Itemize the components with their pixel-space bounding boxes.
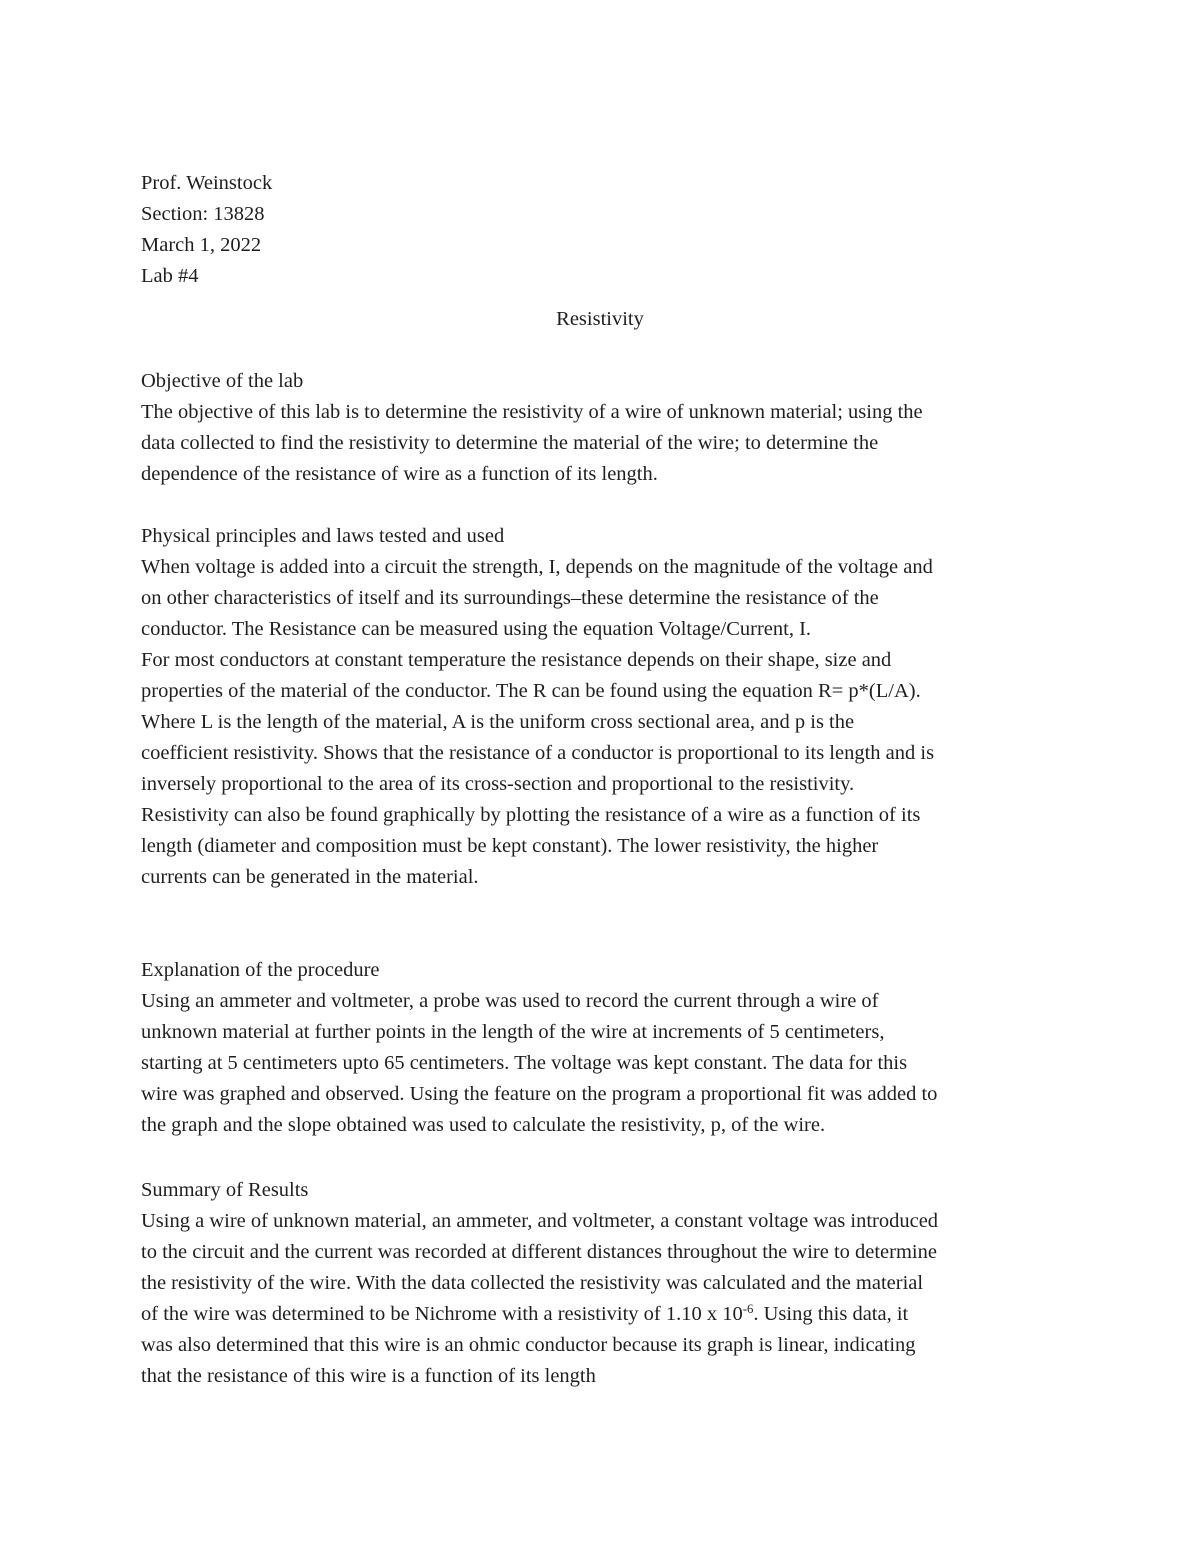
date-line: March 1, 2022 [141, 234, 262, 256]
section-heading: Explanation of the procedure [141, 959, 380, 981]
exponent: -6 [742, 1302, 754, 1317]
section-heading: Physical principles and laws tested and used [141, 525, 505, 547]
paragraph-line: properties of the material of the conductor. The R can be found using the equation R= p*(L/A). [141, 680, 921, 702]
paragraph-line: the resistivity of the wire. With the data collected the resistivity was calculated and the material [141, 1272, 924, 1294]
paragraph-line: currents can be generated in the material. [141, 866, 479, 888]
paragraph-line: coefficient resistivity. Shows that the resistance of a conductor is proportional to its length and is [141, 742, 935, 764]
document-title: Resistivity [556, 308, 644, 330]
paragraph-line: wire was graphed and observed. Using the feature on the program a proportional fit was added to [141, 1083, 938, 1105]
paragraph-line: dependence of the resistance of wire as a function of its length. [141, 463, 658, 485]
line-text: of the wire was determined to be Nichrome with a resistivity of 1.10 x 10 [141, 1303, 743, 1325]
professor-line: Prof. Weinstock [141, 172, 273, 194]
paragraph-line: Using an ammeter and voltmeter, a probe was used to record the current through a wire of [141, 990, 879, 1012]
paragraph-line: unknown material at further points in the length of the wire at increments of 5 centimeters, [141, 1021, 885, 1043]
paragraph-line: conductor. The Resistance can be measured using the equation Voltage/Current, I. [141, 618, 812, 640]
paragraph-line: that the resistance of this wire is a function of its length [141, 1365, 596, 1387]
section-line: Section: 13828 [141, 203, 265, 225]
header-block [141, 168, 1071, 292]
paragraph-line: length (diameter and composition must be kept constant). The lower resistivity, the higher [141, 835, 879, 857]
paragraph-line: to the circuit and the current was recorded at different distances throughout the wire to determine [141, 1241, 937, 1263]
paragraph-line-with-exponent [141, 1299, 1071, 1330]
paragraph-line: starting at 5 centimeters upto 65 centimeters. The voltage was kept constant. The data for this [141, 1052, 908, 1074]
principles-section [141, 521, 1071, 893]
line-text: . Using this data, it [753, 1303, 909, 1325]
summary-section [141, 1175, 1071, 1392]
paragraph-line: on other characteristics of itself and its surroundings–these determine the resistance of the [141, 587, 879, 609]
paragraph-line: was also determined that this wire is an ohmic conductor because its graph is linear, indicating [141, 1334, 916, 1356]
paragraph-line: data collected to find the resistivity to determine the material of the wire; to determine the [141, 432, 879, 454]
paragraph-line: Resistivity can also be found graphically by plotting the resistance of a wire as a function of its [141, 804, 921, 826]
paragraph-line: For most conductors at constant temperature the resistance depends on their shape, size and [141, 649, 892, 671]
paragraph-line: When voltage is added into a circuit the strength, I, depends on the magnitude of the voltage and [141, 556, 933, 578]
section-heading: Summary of Results [141, 1179, 309, 1201]
objective-section [141, 366, 1071, 490]
paragraph-line: the graph and the slope obtained was used to calculate the resistivity, p, of the wire. [141, 1114, 826, 1136]
paragraph-line: Where L is the length of the material, A is the uniform cross sectional area, and p is the [141, 711, 855, 733]
paragraph-line: inversely proportional to the area of its cross-section and proportional to the resistivity. [141, 773, 855, 795]
paragraph-line: The objective of this lab is to determine the resistivity of a wire of unknown material; using the [141, 401, 923, 423]
procedure-section [141, 955, 1071, 1141]
paragraph-line: Using a wire of unknown material, an ammeter, and voltmeter, a constant voltage was introduced [141, 1210, 939, 1232]
lab-line: Lab #4 [141, 265, 199, 287]
section-heading: Objective of the lab [141, 370, 304, 392]
